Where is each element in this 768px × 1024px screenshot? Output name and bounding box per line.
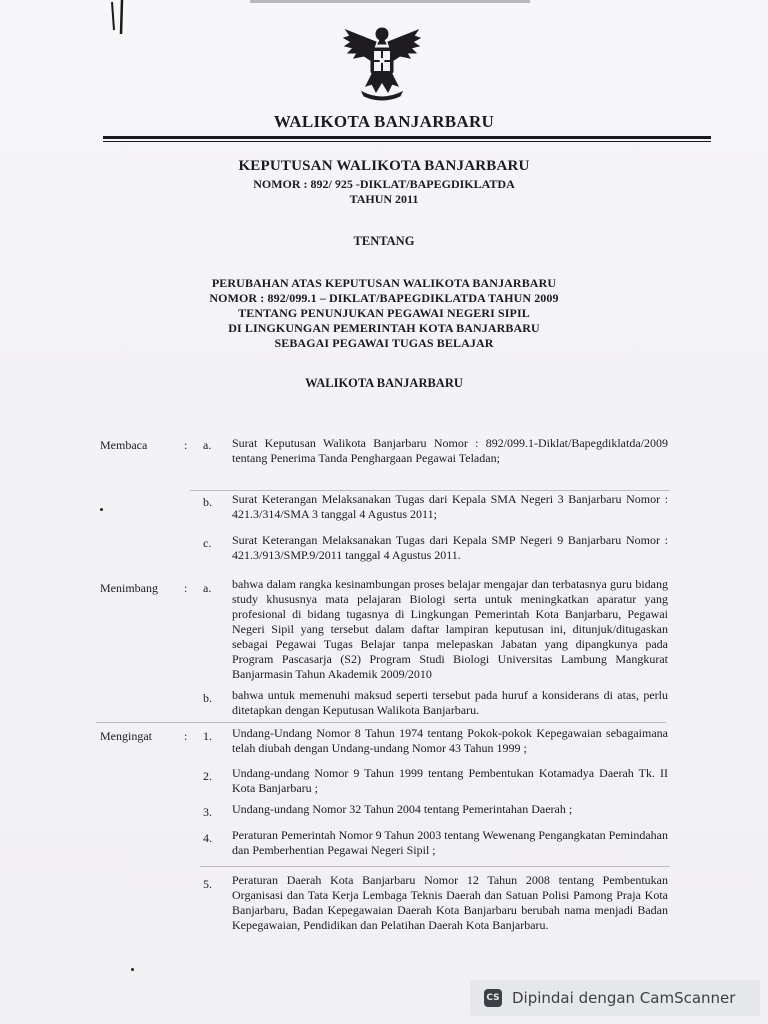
- list-item-marker: a.: [203, 438, 212, 452]
- list-item-marker: 5.: [203, 877, 212, 891]
- list-item-marker: b.: [203, 691, 212, 705]
- subject-line: NOMOR : 892/099.1 – DIKLAT/BAPEGDIKLATDA TAHUN 2009: [209, 291, 559, 305]
- list-item-text: Peraturan Pemerintah Nomor 9 Tahun 2003 tentang Wewenang Pengangkatan Pemindahan dan Pemberhentian Pegawai Negeri Sipil ;: [232, 828, 668, 857]
- header-divider-thick: [103, 136, 711, 139]
- issuer-title: WALIKOTA BANJARBARU: [305, 376, 463, 390]
- scan-speck: [100, 508, 103, 511]
- subject-line: SEBAGAI PEGAWAI TUGAS BELAJAR: [274, 336, 494, 350]
- list-item-text: Surat Keterangan Melaksanakan Tugas dari Kepala SMA Negeri 3 Banjarbaru Nomor : 421.3/314/SMA 3 tanggal 4 Agustus 2011;: [232, 492, 668, 521]
- garuda-emblem-icon: [340, 22, 424, 102]
- list-item-text: Surat Keputusan Walikota Banjarbaru Nomor : 892/099.1-Diklat/Bapegdiklatda/2009 tentang Penerima Tanda Penghargaan Pegawai Teladan;: [232, 436, 668, 465]
- camscanner-logo-icon: CS: [484, 989, 502, 1007]
- scan-edge-shadow: [250, 0, 530, 3]
- subject-line: DI LINGKUNGAN PEMERINTAH KOTA BANJARBARU: [228, 321, 540, 335]
- paper-fold-line: [190, 490, 670, 491]
- list-item-marker: a.: [203, 581, 212, 595]
- scan-speck: [131, 968, 134, 971]
- camscanner-watermark: [470, 980, 760, 1016]
- decision-year: TAHUN 2011: [349, 192, 419, 206]
- header-title: WALIKOTA BANJARBARU: [273, 112, 495, 131]
- subject-line: TENTANG PENUNJUKAN PEGAWAI NEGERI SIPIL: [238, 306, 530, 320]
- list-item-text: Peraturan Daerah Kota Banjarbaru Nomor 12 Tahun 2008 tentang Pembentukan Organisasi dan Tata Kerja Lembaga Teknis Daerah dan Satuan Polisi Pamong Praja Kota Banjarbaru, Badan Kepegawaian Daerah Kota Banjarbaru berubah nama menjadi Badan Kepegawaian, Pendidikan dan Pelatihan Daerah Kota Banjarbaru.: [232, 873, 668, 932]
- section-colon: :: [184, 581, 188, 595]
- section-label-mengingat: Mengingat: [100, 729, 152, 743]
- list-item-text: Undang-undang Nomor 32 Tahun 2004 tentang Pemerintahan Daerah ;: [232, 802, 573, 816]
- header-divider-thin: [103, 141, 711, 142]
- list-item-marker: c.: [203, 536, 212, 550]
- list-item-text: Undang-undang Nomor 9 Tahun 1999 tentang Pembentukan Kotamadya Daerah Tk. II Kota Banjarbaru ;: [232, 766, 668, 795]
- section-label-membaca: Membaca: [100, 438, 148, 452]
- decision-number: NOMOR : 892/ ୨25 -DIKLAT/BAPEGDIKLATDA: [253, 177, 515, 191]
- section-colon: :: [184, 729, 188, 743]
- list-item-marker: 3.: [203, 805, 212, 819]
- list-item-marker: 2.: [203, 769, 212, 783]
- list-item-text: bahwa dalam rangka kesinambungan proses belajar mengajar dan terbatasnya guru bidang study khususnya mata pelajaran Biologi serta untuk meningkatkan aparatur yang profesional di bidang tugasnya di Lingkungan Pemerintah Kota Banjarbaru, Pegawai Negeri Sipil yang tersebut dalam daftar lampiran keputusan ini, ditunjuk/ditugaskan sebagai Pegawai Tugas Belajar tanpa melepaskan Jabatan yang dipangkunya pada Program Pascasarja (S2) Program Studi Biologi Universitas Lambung Mangkurat Banjarmasin Tahun Akademik 2009/2010: [232, 577, 668, 681]
- list-item-marker: b.: [203, 495, 212, 509]
- camscanner-text: Dipindai dengan CamScanner: [512, 989, 736, 1007]
- section-colon: :: [184, 438, 188, 452]
- paper-fold-line: [200, 866, 670, 867]
- list-item-marker: 4.: [203, 831, 212, 845]
- subject-line: PERUBAHAN ATAS KEPUTUSAN WALIKOTA BANJARBARU: [211, 276, 557, 290]
- scan-artifact-mark: [108, 0, 128, 38]
- list-item-text: Undang-Undang Nomor 8 Tahun 1974 tentang Pokok-pokok Kepegawaian sebagaimana telah diubah dengan Undang-undang Nomor 43 Tahun 1999 ;: [232, 726, 668, 755]
- about-label: TENTANG: [353, 234, 415, 248]
- section-label-menimbang: Menimbang: [100, 581, 158, 595]
- decision-heading: KEPUTUSAN WALIKOTA BANJARBARU: [238, 158, 530, 174]
- list-item-text: bahwa untuk memenuhi maksud seperti tersebut pada huruf a konsiderans di atas, perlu ditetapkan dengan Keputusan Walikota Banjarbaru.: [232, 688, 668, 717]
- list-item-marker: 1.: [203, 729, 212, 743]
- paper-fold-line: [96, 722, 666, 723]
- list-item-text: Surat Keterangan Melaksanakan Tugas dari Kepala SMP Negeri 9 Banjarbaru Nomor : 421.3/913/SMP.9/2011 tanggal 4 Agustus 2011.: [232, 533, 668, 562]
